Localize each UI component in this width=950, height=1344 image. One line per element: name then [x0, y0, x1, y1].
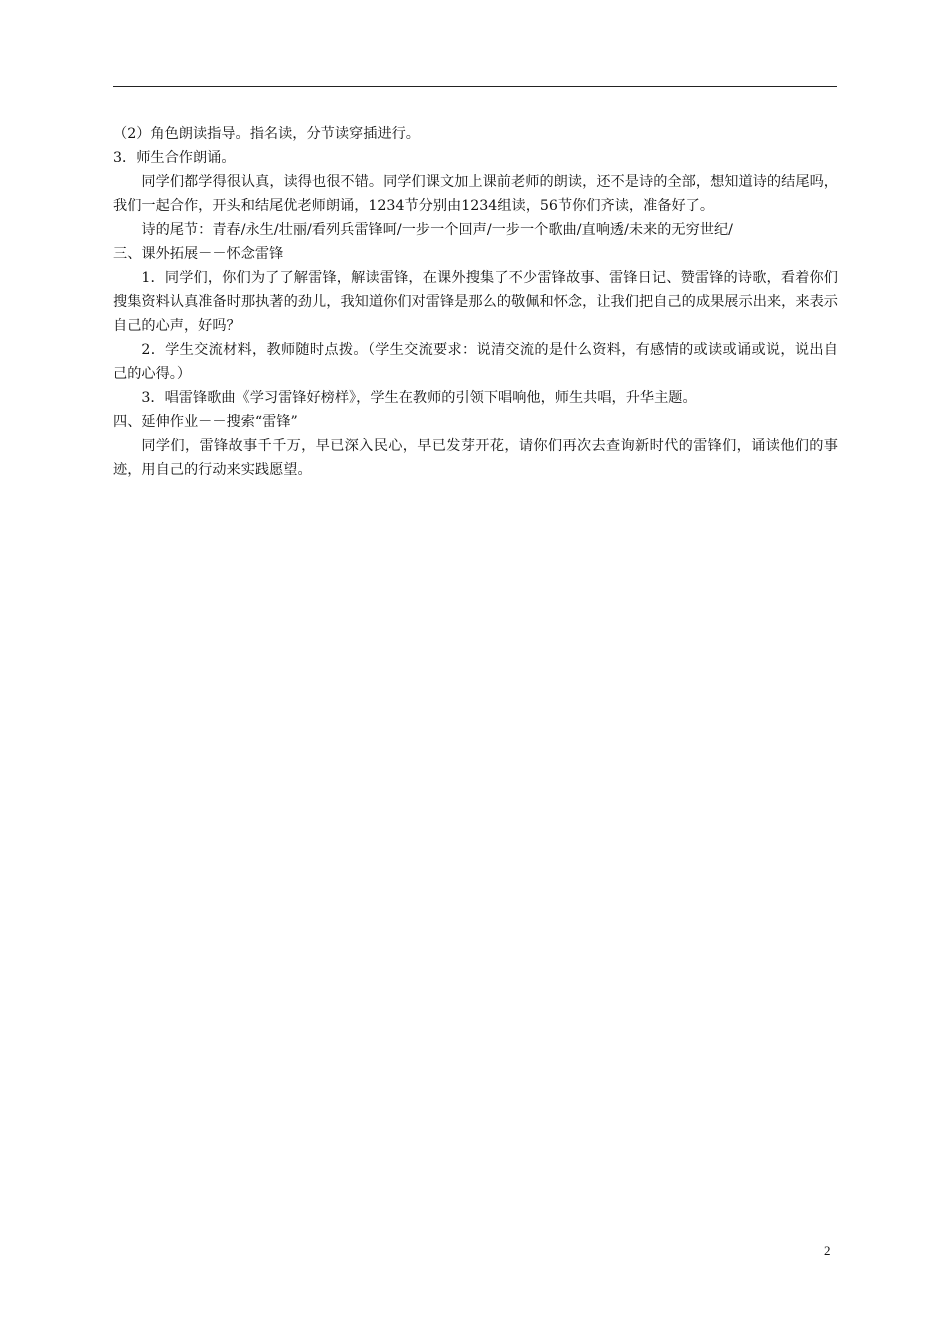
paragraph-recital-instructions: 同学们都学得很认真，读得也很不错。同学们课文加上课前老师的朗读，还不是诗的全部，想知道诗的结尾吗，我们一起合作，开头和结尾优老师朗诵，1234节分别由1234组读，56节你们齐读，准备好了。	[113, 174, 838, 214]
paragraph-poem-ending: 诗的尾节：青春/永生/壮丽/看列兵雷锋呵/一步一个回声/一步一个歌曲/直响透/未来的无穷世纪/	[141, 222, 733, 238]
heading-section-three: 三、课外拓展－－怀念雷锋	[113, 246, 284, 262]
page-number: 2	[824, 1243, 831, 1258]
heading-section-four: 四、延伸作业－－搜索“雷锋”	[113, 414, 298, 430]
document-body	[113, 122, 838, 482]
paragraph-item-one: 1．同学们，你们为了了解雷锋，解读雷锋，在课外搜集了不少雷锋故事、雷锋日记、赞雷锋的诗歌，看着你们搜集资料认真准备时那执著的劲儿，我知道你们对雷锋是那么的敬佩和怀念，让我们把自己的成果展示出来，来表示自己的心声，好吗？	[113, 270, 838, 334]
paragraph-item-three: 3．唱雷锋歌曲《学习雷锋好榜样》，学生在教师的引领下唱响他，师生共唱，升华主题。	[141, 390, 697, 406]
paragraph-role-reading: （2）角色朗读指导。指名读，分节读穿插进行。	[113, 126, 420, 142]
paragraph-homework: 同学们，雷锋故事千千万，早已深入民心，早已发芽开花，请你们再次去查询新时代的雷锋们，诵读他们的事迹，用自己的行动来实践愿望。	[113, 438, 838, 478]
paragraph-item-two: 2．学生交流材料，教师随时点拨。（学生交流要求：说清交流的是什么资料，有感情的或读或诵或说，说出自己的心得。）	[113, 342, 838, 382]
header-rule	[113, 86, 837, 87]
heading-teacher-student-recital: 3．师生合作朗诵。	[113, 150, 236, 166]
